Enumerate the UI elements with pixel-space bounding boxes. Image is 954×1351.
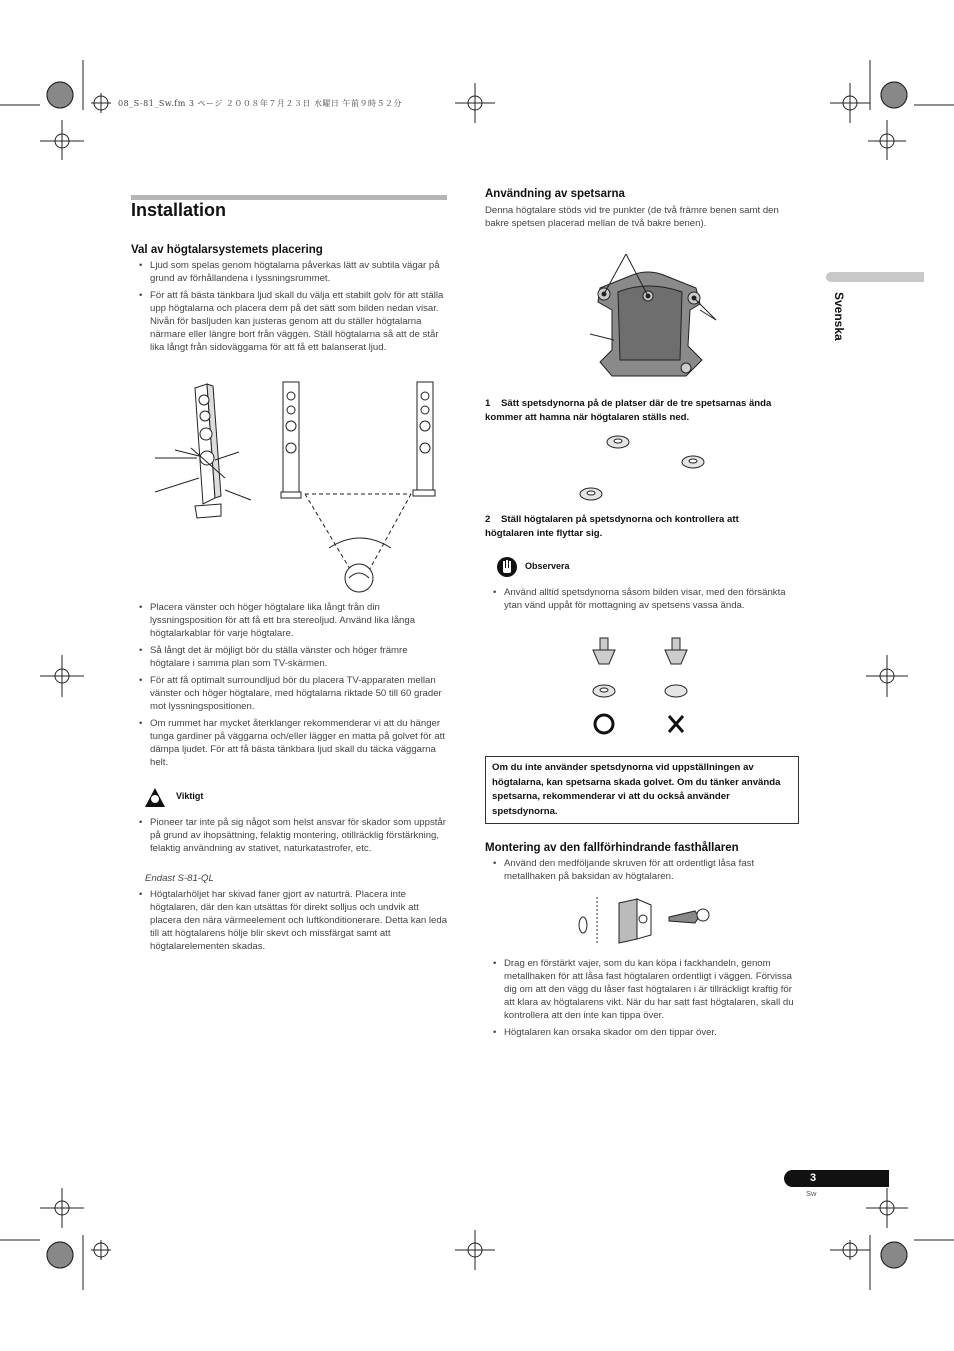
- warning-icon: [144, 787, 166, 809]
- correct-icon: [595, 715, 613, 733]
- section-heading-placement: Val av högtalarsystemets placering: [131, 244, 323, 256]
- bracket-illustration: [575, 895, 715, 949]
- page-title: Installation: [131, 200, 227, 220]
- list-item: • Använd den medföljande skruven för att ordentligt låsa fast metallhaken på baksidan av högtalaren.: [485, 857, 803, 883]
- section-heading-bracket: Montering av den fallförhindrande fasthållaren: [485, 842, 739, 854]
- hand-icon: [496, 556, 518, 578]
- note-label: Observera: [525, 561, 570, 571]
- warning-box: Om du inte använder spetsdynorna vid uppställningen av högtalarna, kan spetsarna skada golvet. Om du tänker använda spetsarna, rekommenderar vi att du också använder spetsdynorna.: [485, 756, 799, 824]
- important-label: Viktigt: [176, 791, 204, 801]
- list-item: • Ljud som spelas genom högtalarna påverkas lätt av subtila vägar på grund av förhållandena i lyssningsrummet.: [131, 259, 449, 285]
- step-2: 2 Ställ högtalaren på spetsdynorna och kontrollera att högtalaren inte flyttar sig.: [485, 514, 739, 539]
- incorrect-icon: [669, 716, 683, 732]
- stereo-bullet-list: [131, 601, 449, 773]
- list-item: • Om rummet har mycket återklanger rekommenderar vi att du hänger tunga gardiner på väggarna och/eller lägger en matta på golvet för att dämpa ljudet. För att få bästa tänkbara ljud skall du täcka väggarna helt.: [131, 717, 449, 769]
- language-tab: Svenska: [832, 292, 846, 341]
- note-bullet-list: [485, 586, 803, 616]
- model-note: Endast S-81-QL: [145, 873, 214, 884]
- cabinet-bullet-list: [131, 888, 449, 957]
- placement-bullet-list: [131, 259, 449, 358]
- list-item: • För att få optimalt surroundljud bör du placera TV-apparaten mellan vänster och höger högtalare, med högtalarna riktade 50 till 60 grader mot lyssningspositionen.: [131, 674, 449, 713]
- wire-bullet-list: [485, 957, 803, 1043]
- step-1: 1 Sätt spetsdynorna på de platser där de tre spetsarnas ända kommer att hamna när högtalaren ställs ned.: [485, 398, 772, 423]
- spike-pads-illustration: [575, 430, 715, 510]
- speaker-base-illustration: [590, 250, 720, 380]
- correct-incorrect-illustration: [585, 636, 695, 740]
- list-item: • Så långt det är möjligt bör du ställa vänster och höger främre högtalare i samma plan som TV-skärmen.: [131, 644, 449, 670]
- language-code: Sw: [806, 1189, 817, 1198]
- step-1-text: Sätt spetsdynorna på de platser där de tre spetsarnas ända kommer att hamna när högtalaren ställs ned.: [485, 398, 772, 423]
- page-number-badge: [784, 1170, 889, 1187]
- spikes-intro: Denna högtalare stöds vid tre punkter (de två främre benen samt den bakre spetsen placerad mellan de två bakre benen).: [485, 205, 779, 229]
- list-item: • Högtalaren kan orsaka skador om den tippar över.: [485, 1026, 803, 1039]
- section-heading-spikes: Användning av spetsarna: [485, 188, 625, 200]
- speaker-placement-illustration: [155, 378, 445, 594]
- list-item: • Placera vänster och höger högtalare lika långt från din lyssningsposition för att få ett bra stereoljud. Använd lika långa högtalarkablar för varje högtalare.: [131, 601, 449, 640]
- page-number: 3: [810, 1172, 817, 1184]
- bracket-bullet-list: [485, 857, 803, 887]
- list-item: • Använd alltid spetsdynorna såsom bilden visar, med den försänkta ytan vänd uppåt för mottagning av spetsens vassa ända.: [485, 586, 803, 612]
- list-item: • För att få bästa tänkbara ljud skall du välja ett stabilt golv för att ställa upp högtalarna och placera dem på det sätt som bilden nedan visar. Nivån för basljuden kan justeras genom att du ställer högtalarna närmare eller längre bort från väggen. Ställ högtalarna så att de står lika långt från sidoväggarna för att få ett balanserat ljud.: [131, 289, 449, 354]
- step-2-text: Ställ högtalaren på spetsdynorna och kontrollera att högtalaren inte flyttar sig.: [485, 514, 739, 539]
- list-item: • Drag en förstärkt vajer, som du kan köpa i fackhandeln, genom metallhaken för att låsa fast högtalaren ordentligt i väggen. Förvissa dig om att den vägg du låser fast högtalaren i är tillräckligt kraftig för att klara av högtalarens vikt. När du har satt fast högtalaren, skall du kontrollera att den inte kan tippa över.: [485, 957, 803, 1022]
- list-item: • Pioneer tar inte på sig något som helst ansvar för skador som uppstår på grund av ihopsättning, felaktig montering, otillräcklig förstärkning, felaktig användning av stativet, naturkatastrofer, etc.: [131, 816, 449, 855]
- liability-bullet-list: [131, 816, 449, 859]
- file-info-header: 08_S-81_Sw.fm 3 ページ ２００８年７月２３日 水曜日 午前９時５２分: [118, 99, 402, 108]
- language-tab-bar: [826, 272, 924, 282]
- list-item: • Högtalarhöljet har skivad faner gjort av naturträ. Placera inte högtalaren, där den kan utsättas för direkt solljus och undvik att placera den nära värmeelement och luftkonditionerare. Detta kan leda till att högtalarens hölje blir skevt och missfärgat samt att högtalarelementen skadas.: [131, 888, 449, 953]
